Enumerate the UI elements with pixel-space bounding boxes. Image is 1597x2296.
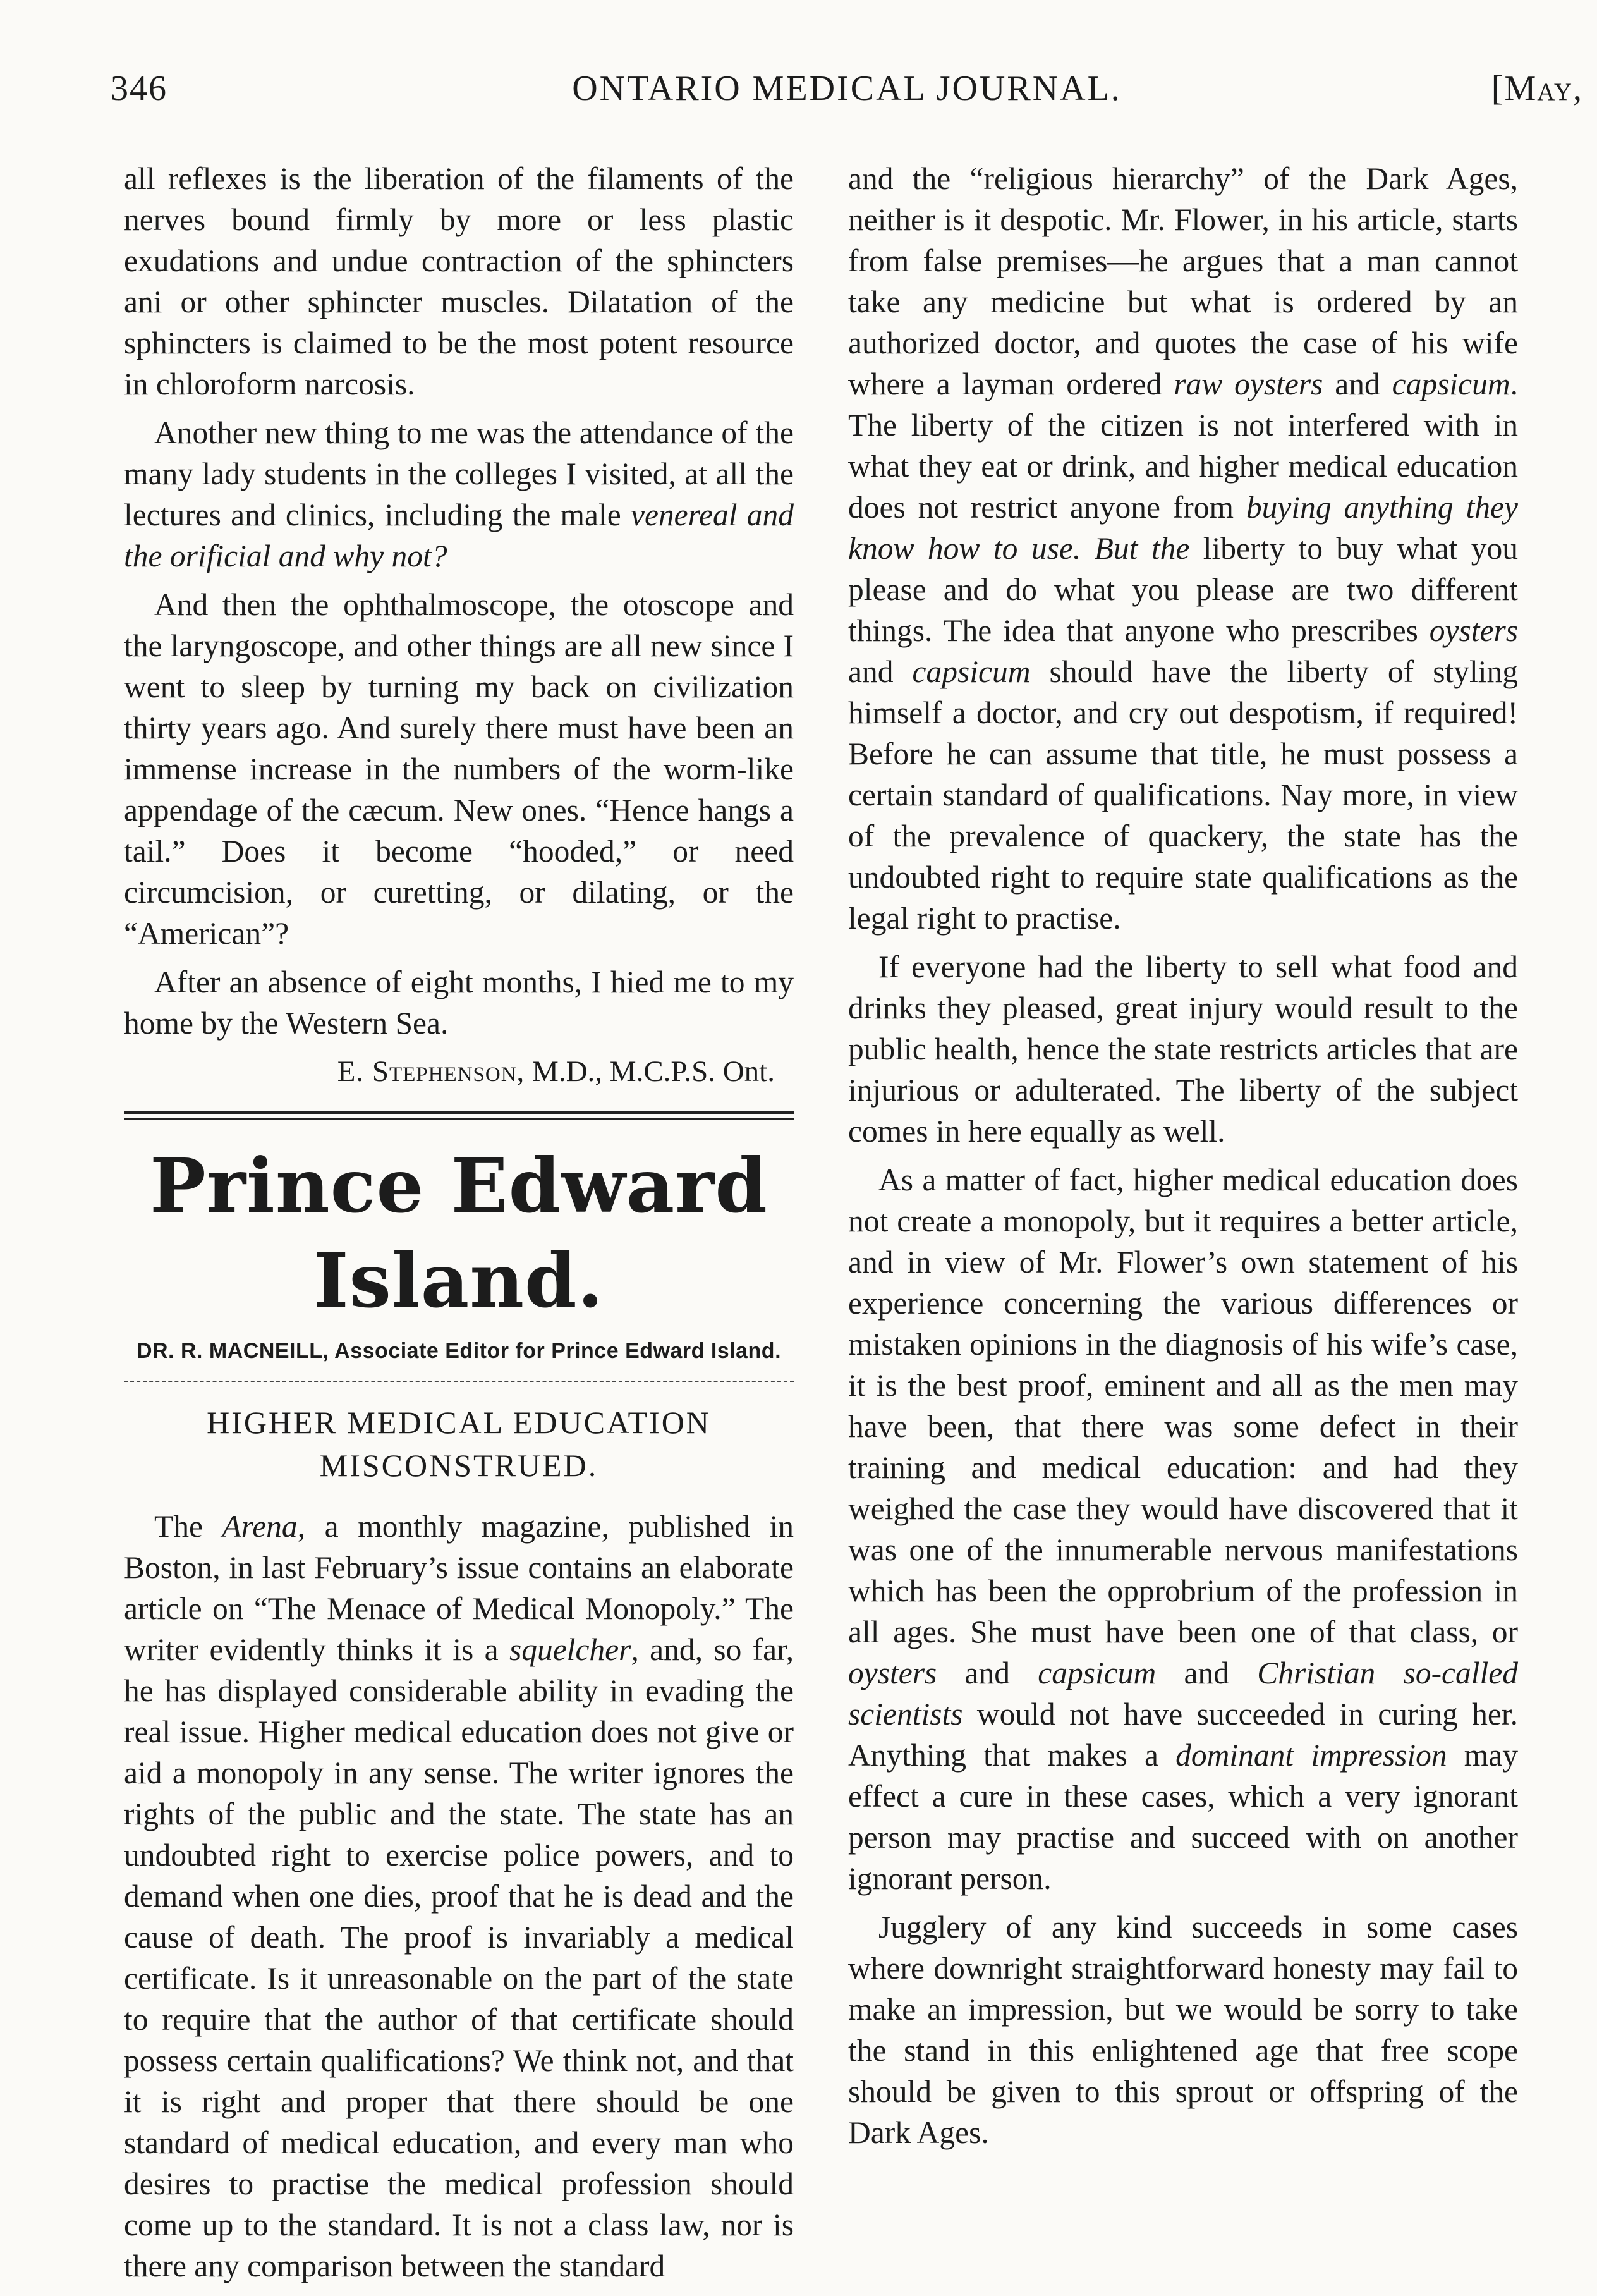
italic-text: Arena — [222, 1509, 298, 1544]
italic-text: venereal and the orificial and why not? — [124, 498, 794, 573]
text-run: and — [1156, 1656, 1258, 1690]
paragraph — [848, 158, 1518, 939]
article-title — [124, 1401, 794, 1487]
italic-text: oysters — [1429, 613, 1518, 648]
running-header — [111, 68, 1583, 125]
paragraph: Jugglery of any kind succeeds in some cases where downright straightforward honesty may fail to make an impression, but we would be sorry to take the stand in this enlightened age that free scope should be given to this sprout or offspring of the Dark Ages. — [848, 1910, 1518, 2150]
text-run: and — [937, 1656, 1038, 1690]
italic-text: raw oysters — [1174, 367, 1323, 401]
paragraph — [124, 412, 794, 577]
italic-text: oysters — [848, 1656, 937, 1690]
text-run: and — [1323, 367, 1392, 401]
section-title: Prince Edward Island. — [150, 1142, 768, 1324]
text-run: Another new thing to me was the attendance of the many lady students in the colleges I visited, at all the lectures and clinics, including the male — [124, 415, 794, 532]
article-title-line: MISCONSTRUED. — [319, 1448, 598, 1483]
paragraph: After an absence of eight months, I hied me to my home by the Western Sea. — [124, 965, 794, 1041]
section-divider — [124, 1111, 794, 1114]
paragraph: And then the ophthalmoscope, the otoscope and the laryngoscope, and other things are all new since I went to sleep by turning my back on civilization thirty years ago. And surely there must have been an immense increase in the numbers of the worm-like appendage of the cæcum. New ones. “Hence hangs a tail.” Does it become “hooded,” or need circumcision, or curetting, or dilating, or the “American”? — [124, 587, 794, 951]
paragraph: all reflexes is the liberation of the filaments of the nerves bound firmly by more or less plastic exudations and undue contraction of the sphincters ani or other sphincter muscles. Dilatation of the sphincters is claimed to be the most potent resource in chloroform narcosis. — [124, 161, 794, 401]
text-run: As a matter of fact, higher medical education does not create a monopoly, but it requires a better article, and in view of Mr. Flower’s own statement of his experience concerning the various differences or mistaken opinions in the diagnosis of his wife’s case, it is the best proof, eminent and all as the men may have been, that there was some defect in their training and medical education: and had they weighed the case they would have discovered that it was one of the innumerable nervous manifestations which has been the opprobrium of the profession in all ages. She must have been one of that class, or — [848, 1163, 1518, 1649]
italic-text: squelcher — [509, 1632, 631, 1667]
article-title-line: HIGHER MEDICAL EDUCATION — [207, 1405, 711, 1440]
text-run: , and, so far, he has displayed considerable ability in evading the real issue. Higher medical education does not give or aid a monopoly in any sense. The writer ignores the rights of the public and the state. The state has an undoubted right to exercise police powers, and to demand when one dies, proof that he is dead and the cause of death. The proof is invariably a medical certificate. Is it unreasonable on the part of the state to require that the author of that certificate should possess certain qualifications? We think not, and that it is right and proper that there should be one standard of medical education, and every man who desires to practise the medical profession should come up to the standard. It is not a class law, nor is there any comparison between the standard — [124, 1632, 794, 2283]
paragraph: If everyone had the liberty to sell what food and drinks they pleased, great injury would result to the public health, hence the state restricts articles that are injurious or adulterated. The liberty of the subject comes in here equally as well. — [848, 950, 1518, 1149]
italic-text: dominant impression — [1175, 1738, 1447, 1773]
text-run: and the “religious hierarchy” of the Dark Ages, neither is it despotic. Mr. Flower, in his article, starts from false premises—he argues that a man cannot take any medicine but what is ordered by an authorized doctor, and quotes the case of his wife where a layman ordered — [848, 161, 1518, 401]
italic-text: capsicum — [1392, 367, 1510, 401]
italic-text: capsicum — [1038, 1656, 1157, 1690]
text-run: may effect a cure in these cases, which a very ignorant person may practise and succeed with on another ignorant person. — [848, 1738, 1518, 1896]
paragraph — [848, 1159, 1518, 1899]
page-number: 346 — [111, 69, 167, 108]
right-column — [848, 158, 1518, 2161]
text-run: liberty to buy what you please and do what you please are two different things. The idea that anyone who prescribes — [848, 531, 1519, 648]
text-run: The — [154, 1509, 222, 1544]
italic-text: buying anything they know how to use. But the — [848, 490, 1518, 566]
italic-text: Christian so-called scientists — [848, 1656, 1518, 1731]
issue-month: [May, — [1491, 69, 1583, 108]
italic-text: capsicum — [912, 654, 1031, 689]
left-column — [124, 158, 794, 2294]
journal-title: ONTARIO MEDICAL JOURNAL. — [572, 69, 1122, 108]
text-run: would not have succeeded in curing her. Anything that makes a — [848, 1697, 1518, 1773]
associate-editor-line: DR. R. MACNEILL, Associate Editor for Prince Edward Island. — [136, 1339, 782, 1363]
text-run: and — [848, 654, 913, 689]
paragraph — [124, 1506, 794, 2287]
signature-credentials: M.D., M.C.P.S. Ont. — [532, 1055, 775, 1088]
text-run: , a monthly magazine, published in Boston, in last February’s issue contains an elaborate article on “The Menace of Medical Monopoly.” The writer evidently thinks it is a — [124, 1509, 794, 1667]
text-run: should have the liberty of styling himself a doctor, and cry out despotism, if required! Before he can assume that title, he must possess a certain standard of qualifications. Nay more, in view of the prevalence of quackery, the state has the undoubted right to require state qualifications as the legal right to practise. — [848, 654, 1518, 936]
signature-name: E. Stephenson, — [337, 1055, 525, 1088]
text-run: . The liberty of the citizen is not interfered with in what they eat or drink, and higher medical education does not restrict anyone from — [848, 367, 1518, 525]
author-signature — [124, 1051, 775, 1092]
section-divider — [124, 1118, 794, 1120]
divider — [124, 1381, 794, 1382]
